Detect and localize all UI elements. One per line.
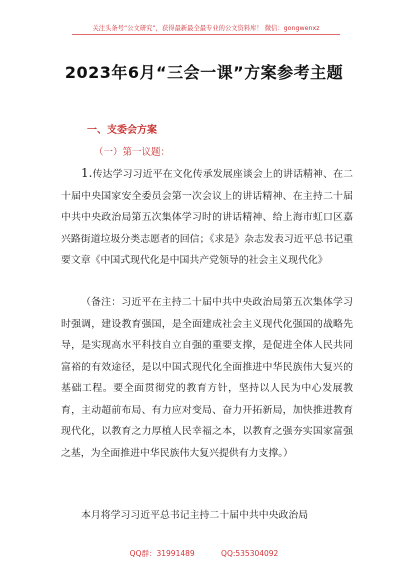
section-heading: 一、支委会方案 [87,125,157,136]
document-title: 2023年6月“三会一课”方案参考主题 [64,63,344,82]
footer-qq-group: QQ群：31991489 [129,549,195,558]
footer-contact [0,548,408,560]
footer-qq: QQ:535304092 [221,549,279,558]
paragraph-1 [61,163,353,272]
paragraph-1-text: 传达学习习近平在文化传承发展座谈会上的讲话精神、在二十届中央国家安全委员会第一次会议上的讲话精神、在主持二十届中共中央政治局第五次集体学习时的讲话精神、给上海市虹口区嘉兴路街道垃圾分类志愿者的回信；《求是》杂志发表习近平总书记重要文章《中国式现代化是中国共产党领导的社会主义现代化》 [61,169,353,266]
promo-banner: 关注头条号“公文研究”，获得最新最全最专业的公文资料库！ 微信：gongwenxz [72,23,340,35]
paragraph-1-number: 1. [81,166,93,180]
subsection-heading: （一）第一议题： [94,147,171,158]
paragraph-2-note: （备注：习近平在主持二十届中共中央政治局第五次集体学习时强调，建设教育强国，是全面建成社会主义现代化强国的战略先导，是实现高水平科技自立自强的重要支撑，是促进全体人民共同富裕的有效途径，是以中国式现代化全面推进中华民族伟大复兴的基础工程。要全面贯彻党的教育方针，坚持以人民为中心发展教育，主动超前布局、有力应对变局、奋力开拓新局，加快推进教育现代化，以教育之力厚植人民幸福之本，以教育之强夯实国家富强之基，为全面推进中华民族伟大复兴提供有力支撑。） [61,297,353,459]
paragraph-3: 本月将学习习近平总书记主持二十届中共中央政治局 [81,510,309,521]
